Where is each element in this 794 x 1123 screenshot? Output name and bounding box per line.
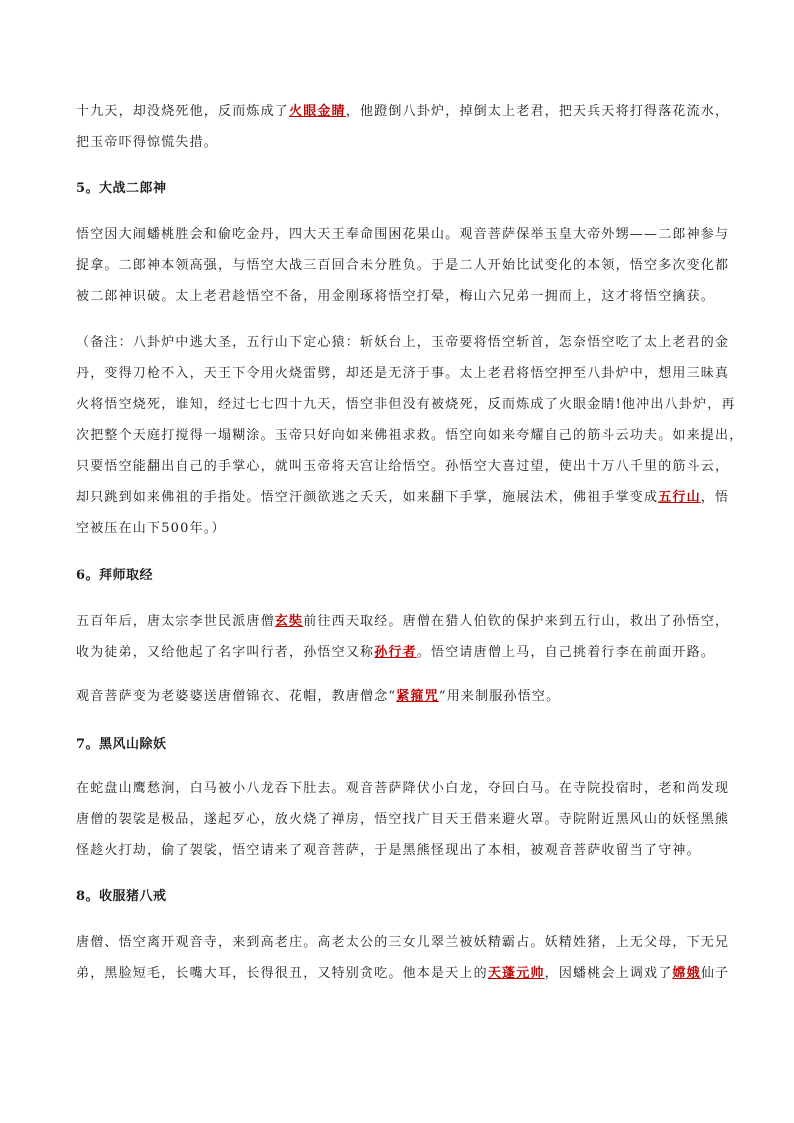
section-heading: 6。拜师取经 [76, 568, 154, 583]
paragraph-line [76, 103, 729, 121]
paragraph-line: 被二郎神识破。太上老君趁悟空不备，用金刚琢将悟空打晕，梅山六兄弟一拥而上，这才将悟空擒获。 [76, 289, 716, 304]
text-run: 却只跳到如来佛祖的手指处。悟空汗颜欲逃之夭夭，如来翻下手掌，施展法术，佛祖手掌变成 [76, 490, 659, 505]
highlight-term: 天蓬元帅 [487, 966, 545, 981]
section-heading: 7。黑风山除妖 [76, 737, 167, 752]
note-line: 次把整个天庭打搅得一塌糊涂。玉帝只好向如来佛祖求救。悟空向如来夸耀自己的筋斗云功夫。如来提出， [76, 428, 744, 443]
highlight-term: 玄奘 [274, 614, 304, 629]
note-line: 丹，变得刀枪不入，天王下令用火烧雷劈，却还是无济于事。太上老君将悟空押至八卦炉中，想用三昧真 [76, 366, 730, 381]
note-line: 空被压在山下500年。） [76, 521, 226, 536]
text-run: 收为徒弟，又给他起了名字叫行者，孙悟空又称 [76, 645, 375, 660]
highlight-term: 紧箍咒 [396, 689, 439, 704]
highlight-term: 五行山 [658, 490, 701, 505]
text-run: ，他蹬倒八卦炉，掉倒太上老君，把天兵天将打得落花流水， [345, 104, 730, 119]
text-run: 观音菩萨变为老婆婆送唐僧锦衣、花帽，教唐僧念“ [76, 689, 397, 704]
paragraph-line: 捉拿。二郎神本领高强，与悟空大战三百回合未分胜负。于是二人开始比试变化的本领，悟空多次变化都 [76, 258, 730, 273]
highlight-term: 嫦娥 [672, 966, 701, 981]
text-run: 仙子 [700, 966, 730, 981]
paragraph-line: 在蛇盘山鹰愁涧，白马被小八龙吞下肚去。观音菩萨降伏小白龙，夺回白马。在寺院投宿时，老和尚发现 [76, 781, 730, 796]
text-run: ，悟 [700, 490, 730, 505]
text-run: 弟，黑脸短毛，长嘴大耳，长得很丑，又特别贪吃。他本是天上的 [76, 966, 488, 981]
highlight-term: 火眼金睛 [289, 104, 346, 119]
note-line: 火将悟空烧死，谁知，经过七七四十九天，悟空非但没有被烧死，反而炼成了火眼金睛!他冲出八卦炉，再 [76, 397, 736, 412]
text-run: 五百年后，唐太宗李世民派唐僧 [76, 614, 275, 629]
paragraph-line: 把玉帝吓得惊慌失措。 [76, 135, 219, 150]
paragraph-line [76, 644, 715, 662]
highlight-term: 孙行者 [374, 645, 417, 660]
paragraph-line: 唐僧、悟空离开观音寺，来到高老庄。高老太公的三女儿翠兰被妖精霸占。妖精姓猪，上无父母，下无兄 [76, 935, 730, 950]
note-line: 只要悟空能翻出自己的手掌心，就叫玉帝将天宫让给悟空。孙悟空大喜过望，使出十万八千里的筋斗云， [76, 459, 730, 474]
text-run: 前往西天取经。唐僧在猎人伯钦的保护来到五行山，救出了孙悟空， [303, 614, 730, 629]
section-heading: 8。收服猪八戒 [76, 889, 167, 904]
text-run: ，因蟠桃会上调戏了 [544, 966, 673, 981]
paragraph-line [76, 965, 729, 983]
paragraph-line [76, 613, 729, 631]
paragraph-line: 怪趁火打劫，偷了袈裟，悟空请来了观音菩萨，于是黑熊怪现出了本相，被观音菩萨收留当了守神。 [76, 843, 701, 858]
paragraph-line: 悟空因大闹蟠桃胜会和偷吃金丹，四大天王奉命围困花果山。观音菩萨保举玉皇大帝外甥——二郎神参与 [76, 227, 730, 242]
text-run: ”用来制服孙悟空。 [438, 689, 561, 704]
section-heading: 5。大战二郎神 [76, 181, 167, 196]
paragraph-line [76, 688, 560, 706]
text-run: 十九天，却没烧死他，反而炼成了 [76, 104, 290, 119]
paragraph-line: 唐僧的袈裟是极品，遂起歹心，放火烧了禅房，悟空找广目天王借来避火罩。寺院附近黑风山的妖怪黑熊 [76, 812, 730, 827]
note-line [76, 489, 729, 507]
note-line: （备注：八卦炉中逃大圣，五行山下定心猿：斩妖台上，玉帝要将悟空斩首，怎奈悟空吃了太上老君的金 [76, 335, 730, 350]
text-run: 。悟空请唐僧上马，自己挑着行李在前面开路。 [416, 645, 716, 660]
